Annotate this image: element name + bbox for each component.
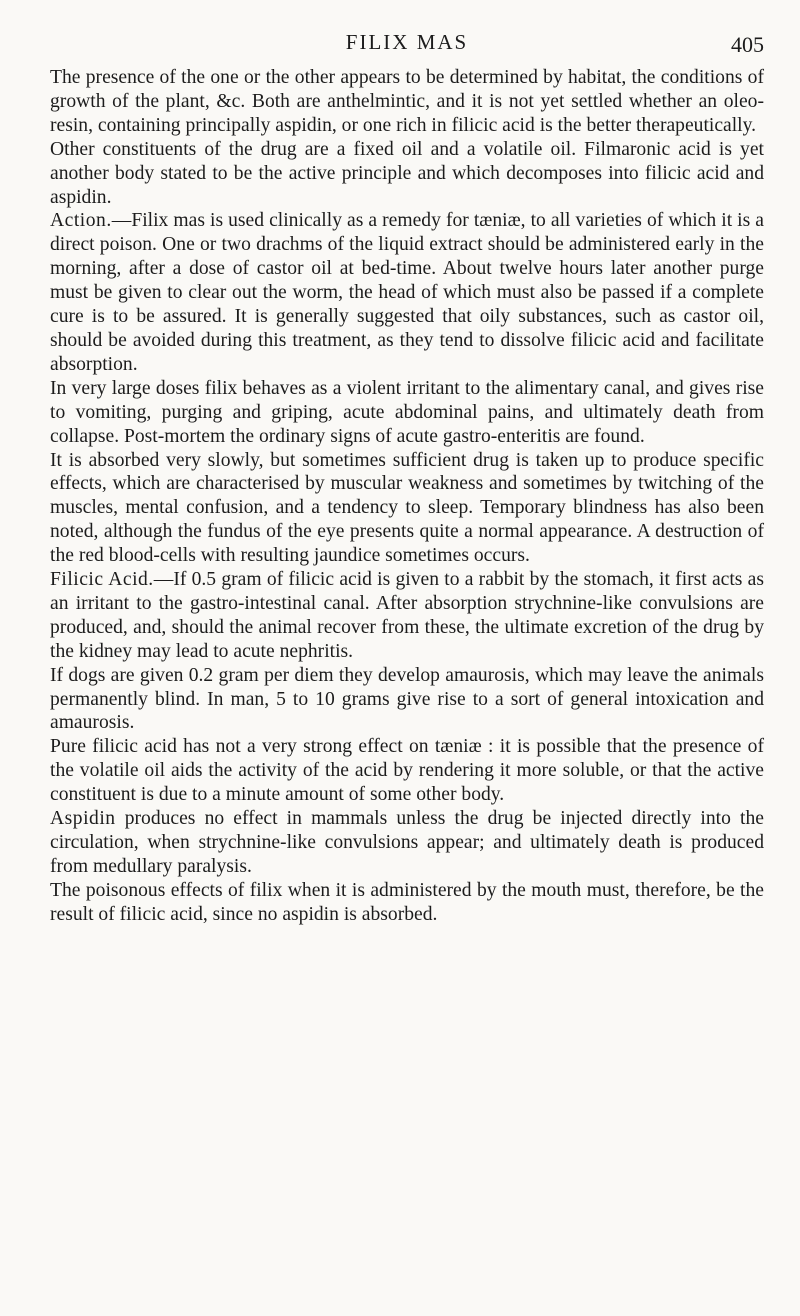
running-title: FILIX MAS bbox=[345, 30, 469, 54]
paragraph bbox=[50, 449, 764, 569]
body-text bbox=[50, 66, 764, 927]
paragraph-text: The poisonous effects of filix when it is administered by the mouth must, therefore, be the result of filicic acid, since no aspidin is absorbed. bbox=[50, 879, 764, 925]
paragraph bbox=[50, 138, 764, 210]
paragraph bbox=[50, 568, 764, 664]
paragraph-lead: Filicic Acid. bbox=[50, 569, 154, 591]
page-header bbox=[50, 28, 764, 62]
paragraph-lead: Action. bbox=[50, 210, 112, 232]
paragraph-text: Pure filicic acid has not a very strong effect on tæniæ : it is possible that the presence of the volatile oil aids the activity of the acid by rendering it more soluble, or that the active constituent is due to a minute amount of some other body. bbox=[50, 736, 764, 806]
paragraph-text: —If 0.5 gram of filicic acid is given to a rabbit by the stomach, it first acts as an irritant to the gastro-intestinal canal. After absorption strychnine-like convulsions are produced, and, should the animal recover from these, the ultimate excretion of the drug by the kidney may lead to acute nephritis. bbox=[50, 569, 764, 662]
paragraph-text: The presence of the one or the other appears to be determined by habitat, the conditions of growth of the plant, &c. Both are anthelmintic, and it is not yet settled whether an oleo-resin, containing principally aspidin, or one rich in filicic acid is the better therapeutically. bbox=[50, 67, 764, 136]
paragraph-text: In very large doses filix behaves as a violent irritant to the alimentary canal, and gives rise to vomiting, purging and griping, acute abdominal pains, and ultimately death from collapse. Post-mortem the ordinary signs of acute gastro-enteritis are found. bbox=[50, 377, 764, 447]
paragraph bbox=[50, 377, 764, 449]
paragraph-text: Other constituents of the drug are a fixed oil and a volatile oil. Filmaronic acid is yet another body stated to be the active principle and which decomposes into filicic acid and aspidin. bbox=[50, 138, 764, 208]
paragraph-text: It is absorbed very slowly, but sometimes sufficient drug is taken up to produce specific effects, which are characterised by muscular weakness and sometimes by twitching of the muscles, mental confusion, and a tendency to sleep. Temporary blindness has also been noted, although the fundus of the eye presents quite a normal appearance. A destruction of the red blood-cells with resulting jaundice sometimes occurs. bbox=[50, 449, 764, 567]
paragraph bbox=[50, 66, 764, 138]
paragraph bbox=[50, 735, 764, 807]
paragraph-text: produces no effect in mammals unless the drug be injected directly into the circulation, when strychnine-like convulsions appear; and ultimately death is produced from medullary paralysis. bbox=[50, 808, 764, 877]
paragraph-lead: Aspidin bbox=[50, 808, 116, 830]
paragraph bbox=[50, 209, 764, 376]
paragraph bbox=[50, 807, 764, 879]
page-number: 405 bbox=[731, 32, 764, 57]
paragraph bbox=[50, 879, 764, 927]
paragraph bbox=[50, 664, 764, 736]
paragraph-text: —Filix mas is used clinically as a remedy for tæniæ, to all varieties of which it is a direct poison. One or two drachms of the liquid extract should be administered early in the morning, after a dose of castor oil at bed-time. About twelve hours later another purge must be given to clear out the worm, the head of which must also be passed if a complete cure is to be assured. It is generally suggested that oily substances, such as castor oil, should be avoided during this treatment, as they tend to dissolve filicic acid and facilitate absorption. bbox=[50, 210, 764, 375]
paragraph-text: If dogs are given 0.2 gram per diem they develop amaurosis, which may leave the animals permanently blind. In man, 5 to 10 grams give rise to a sort of general intoxication and amaurosis. bbox=[50, 664, 764, 734]
